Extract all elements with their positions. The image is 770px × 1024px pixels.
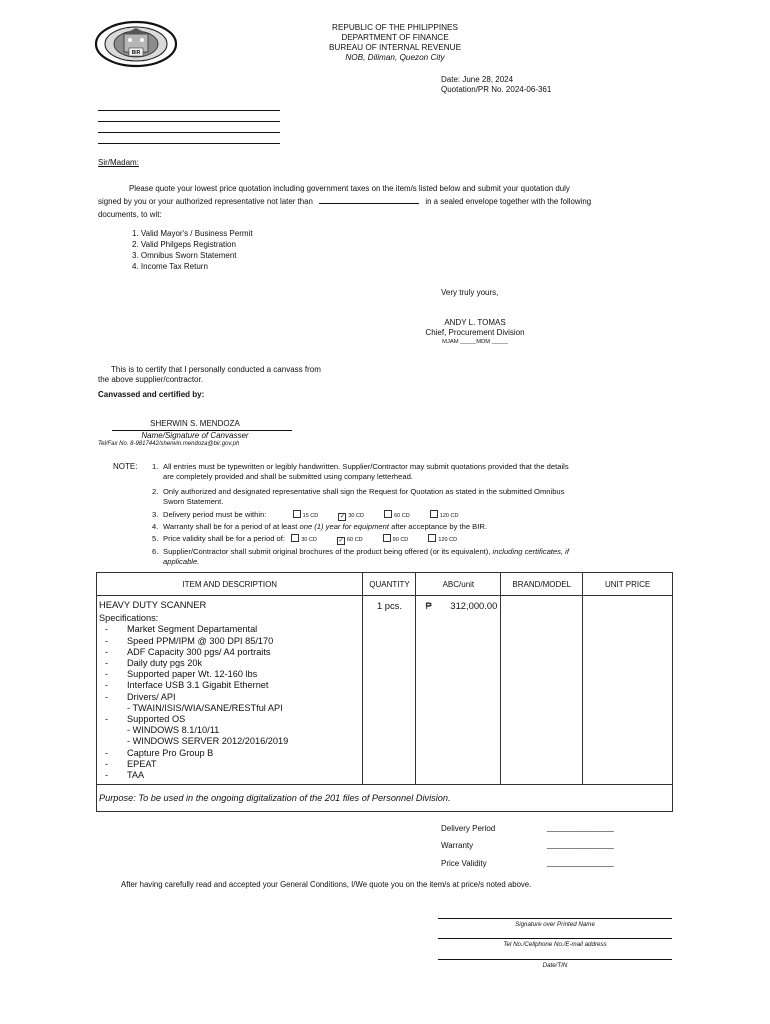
checkbox-checked[interactable]: ✓ xyxy=(338,538,344,544)
list-text: Valid Mayor's / Business Permit xyxy=(140,229,253,238)
note-num: 2. xyxy=(152,487,159,496)
spec-text: Supported OS xyxy=(127,714,186,725)
header-brand: BRAND/MODEL xyxy=(501,573,583,596)
option-label: 15 CD xyxy=(302,513,319,519)
note-emphasis: applicable. xyxy=(163,557,200,566)
certify-text: This is to certify that I personally conducted a canvass from xyxy=(111,365,321,374)
list-text: Income Tax Return xyxy=(140,262,208,271)
note-text-line: are completely provided and shall be submitted using company letterhead. xyxy=(163,472,413,481)
note-text-line: Supplier/Contractor shall submit original brochures of the product being offered (or its equivalent), xyxy=(163,547,491,556)
header-item: ITEM AND DESCRIPTION xyxy=(97,573,363,596)
note-num: 4. xyxy=(152,522,159,531)
warranty-field[interactable]: _______________ xyxy=(547,840,614,849)
note-text-line: All entries must be typewritten or legibly handwritten. Supplier/Contractor may submit quotations provided that the details xyxy=(163,462,569,471)
certify-text: the above supplier/contractor. xyxy=(98,375,203,384)
abc-cell xyxy=(416,596,501,785)
checkbox[interactable] xyxy=(291,534,299,542)
spec-text: Capture Pro Group B xyxy=(127,747,214,758)
unit-price-cell[interactable] xyxy=(583,596,673,785)
note-text xyxy=(163,547,673,567)
closing: Very truly yours, xyxy=(441,288,499,297)
note-text xyxy=(163,522,673,532)
contact-caption: Tel No./Cellphone No./E-mail address xyxy=(503,941,607,948)
spec-item: - EPEAT xyxy=(105,758,157,769)
header-department: DEPARTMENT OF FINANCE xyxy=(341,33,449,42)
header-bureau: BUREAU OF INTERNAL REVENUE xyxy=(328,43,462,52)
header-quantity: QUANTITY xyxy=(363,573,416,596)
body-text: documents, to wit: xyxy=(98,210,162,219)
addressee-line xyxy=(98,132,280,133)
spec-item: - Market Segment Departamental xyxy=(105,624,258,635)
price-validity-field[interactable]: _______________ xyxy=(547,858,614,867)
note-text xyxy=(163,534,673,545)
header-republic: REPUBLIC OF THE PHILIPPINES xyxy=(332,23,458,32)
body-text xyxy=(98,197,591,206)
spec-text: Daily duty pgs 20k xyxy=(127,658,203,669)
note-text xyxy=(163,487,673,507)
spec-item: - Supported paper Wt. 12-160 lbs xyxy=(105,669,258,680)
spec-text: Interface USB 3.1 Gigabit Ethernet xyxy=(127,680,269,691)
spec-text: Supported paper Wt. 12-160 lbs xyxy=(127,669,258,680)
addressee-line xyxy=(98,143,280,144)
item-description-cell xyxy=(97,596,363,785)
document-list xyxy=(132,228,253,272)
list-num: 3. xyxy=(132,251,139,260)
spec-text: ADF Capacity 300 pgs/ A4 portraits xyxy=(127,646,271,657)
spec-text: - TWAIN/ISIS/WIA/SANE/RESTful API xyxy=(127,702,283,713)
spec-text: Market Segment Departamental xyxy=(127,624,258,635)
option-label: 30 CD xyxy=(301,537,317,543)
spec-subitem xyxy=(99,725,360,736)
price-validity-label: Price Validity xyxy=(441,859,487,868)
spec-item: - Speed PPM/IPM @ 300 DPI 85/170 xyxy=(105,635,274,646)
salutation: Sir/Madam: xyxy=(98,158,139,167)
spec-text: Drivers/ API xyxy=(127,691,176,702)
validity-option-30[interactable] xyxy=(291,534,317,545)
note-text-line: Price validity shall be for a period of: xyxy=(163,534,285,543)
list-text: Valid Philgeps Registration xyxy=(140,240,236,249)
delivery-option-15[interactable] xyxy=(293,510,319,521)
validity-option-120[interactable] xyxy=(428,534,457,545)
header-address: NOB, Diliman, Quezon City xyxy=(345,53,445,62)
item-name: HEAVY DUTY SCANNER xyxy=(99,599,207,610)
list-item xyxy=(132,239,253,250)
canvasser-contact: Tel/Fax No. 8-9817442/sherwin.mendoza@bir.gov.ph xyxy=(98,441,240,447)
quotation-number: Quotation/PR No. 2024-06-361 xyxy=(441,85,552,94)
note-num: 3. xyxy=(152,510,159,519)
spec-item: - TAA xyxy=(105,770,145,781)
list-item xyxy=(132,261,253,272)
signature-line[interactable] xyxy=(438,918,672,919)
signature-caption: Signature over Printed Name xyxy=(515,921,595,928)
delivery-option-60[interactable] xyxy=(384,510,410,521)
option-label: 60 CD xyxy=(394,513,410,519)
note-num: 6. xyxy=(152,547,159,556)
list-num: 4. xyxy=(132,262,139,271)
addressee-line xyxy=(98,121,280,122)
canvassed-heading: Canvassed and certified by: xyxy=(98,390,205,399)
spec-text: - WINDOWS SERVER 2012/2016/2019 xyxy=(127,736,289,747)
checkbox[interactable] xyxy=(383,534,391,542)
list-item xyxy=(132,250,253,261)
option-label: 120 CD xyxy=(438,537,458,543)
canvasser-caption: Name/Signature of Canvasser xyxy=(141,431,249,440)
peso-sign: ₱ xyxy=(425,600,432,611)
date-text: Date: June 28, 2024 xyxy=(441,75,514,84)
note-text xyxy=(163,510,673,521)
list-item xyxy=(132,228,253,239)
checkbox[interactable] xyxy=(293,510,301,518)
spec-item: - Interface USB 3.1 Gigabit Ethernet xyxy=(105,680,269,691)
header-unit-price: UNIT PRICE xyxy=(583,573,673,596)
spec-text: Speed PPM/IPM @ 300 DPI 85/170 xyxy=(127,635,274,646)
body-text: Please quote your lowest price quotation including government taxes on the item/s listed below and submit your quotation duly xyxy=(129,184,570,193)
spec-item: - Capture Pro Group B xyxy=(105,747,214,758)
spec-item: - ADF Capacity 300 pgs/ A4 portraits xyxy=(105,646,271,657)
deadline-blank xyxy=(319,203,419,204)
signatory-initials: MJAM _____MDM _____ xyxy=(442,339,508,345)
note-emphasis: one (1) year for equipment xyxy=(299,522,389,531)
spec-subitem xyxy=(99,736,360,747)
date-tin-caption: Date/TIN xyxy=(542,962,568,969)
list-num: 1. xyxy=(132,229,139,238)
checkbox[interactable] xyxy=(428,534,436,542)
checkbox[interactable] xyxy=(430,510,438,518)
contact-line[interactable] xyxy=(438,938,672,939)
note-label: NOTE: xyxy=(113,462,138,471)
note-text-line: after acceptance by the BIR. xyxy=(391,522,487,531)
spec-text: EPEAT xyxy=(127,758,157,769)
spec-heading: Specifications: xyxy=(99,613,159,624)
spec-subitem xyxy=(99,703,360,714)
option-label: 120 CD xyxy=(439,513,459,519)
canvasser-name: SHERWIN S. MENDOZA xyxy=(150,419,240,428)
spec-text: TAA xyxy=(127,770,145,781)
note-text-line: Delivery period must be within: xyxy=(163,510,267,519)
date-tin-line[interactable] xyxy=(438,959,672,960)
item-table xyxy=(96,572,673,812)
brand-model-cell[interactable] xyxy=(501,596,583,785)
note-text-line: Sworn Statement. xyxy=(163,497,224,506)
body-text-part: in a sealed envelope together with the following xyxy=(425,197,592,206)
abc-value: 312,000.00 xyxy=(450,600,498,611)
svg-text:BIR: BIR xyxy=(131,50,141,56)
option-label: 30 CD xyxy=(348,513,364,519)
checkbox-checked[interactable]: ✓ xyxy=(339,514,345,520)
acceptance-text: After having carefully read and accepted your General Conditions, I/We quote you on the item/s at price/s noted above. xyxy=(121,880,532,889)
quantity-cell xyxy=(363,596,416,785)
delivery-period-label: Delivery Period xyxy=(441,824,496,833)
delivery-period-field[interactable]: _______________ xyxy=(547,823,614,832)
list-num: 2. xyxy=(132,240,139,249)
note-text-line: Only authorized and designated representative shall sign the Request for Quotation as stated in the submitted Omnibus xyxy=(163,487,565,496)
warranty-label: Warranty xyxy=(441,841,474,850)
note-emphasis: including certificates, if xyxy=(492,547,569,556)
delivery-option-120[interactable] xyxy=(430,510,459,521)
validity-option-60[interactable] xyxy=(337,535,363,545)
spec-item: - Drivers/ API xyxy=(105,691,176,702)
body-text-part: signed by you or your authorized representative not later than xyxy=(98,197,313,206)
delivery-option-30[interactable] xyxy=(338,511,364,521)
checkbox[interactable] xyxy=(384,510,392,518)
header-abc: ABC/unit xyxy=(416,573,501,596)
spec-item: - Daily duty pgs 20k xyxy=(105,658,203,669)
spec-text: - WINDOWS 8.1/10/11 xyxy=(127,725,220,736)
option-label: 60 CD xyxy=(346,537,363,543)
quantity-value: 1 pcs. xyxy=(376,600,402,611)
list-text: Omnibus Sworn Statement xyxy=(140,251,237,260)
validity-option-90[interactable] xyxy=(383,534,409,545)
note-num: 1. xyxy=(152,462,159,471)
purpose-row: Purpose: To be used in the ongoing digitalization of the 201 files of Personnel Division. xyxy=(97,785,673,812)
spec-item: - Supported OS xyxy=(105,714,186,725)
bir-seal-logo xyxy=(94,20,178,68)
addressee-line xyxy=(98,110,280,111)
signatory-name: ANDY L. TOMAS xyxy=(444,318,506,327)
signatory-title: Chief, Procurement Division xyxy=(425,328,525,337)
option-label: 90 CD xyxy=(392,537,409,543)
note-num: 5. xyxy=(152,534,159,543)
note-text xyxy=(163,462,673,482)
note-text-line: Warranty shall be for a period of at least xyxy=(163,522,298,531)
